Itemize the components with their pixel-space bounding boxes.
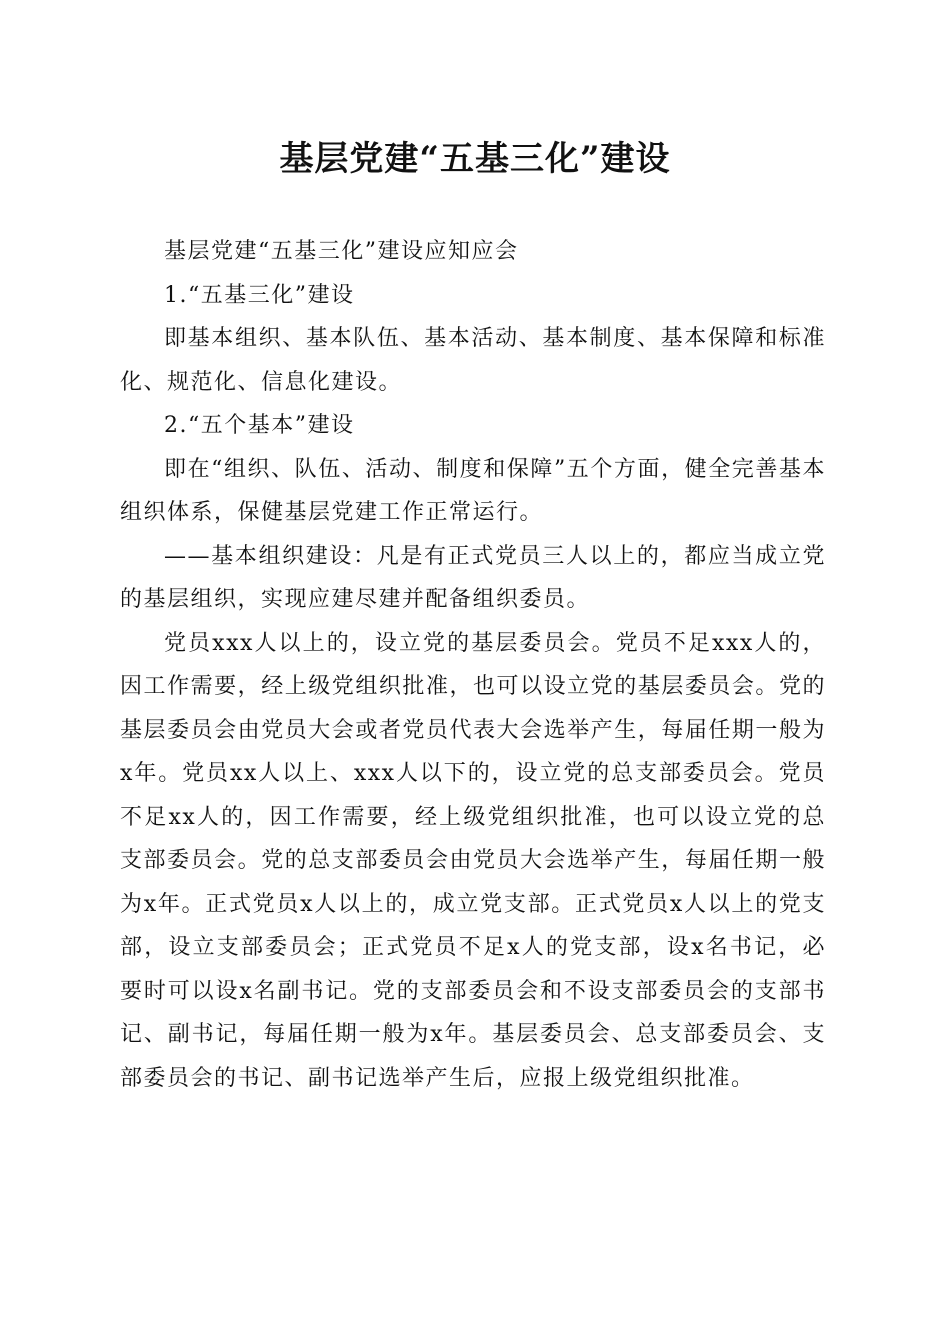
document-title: 基层党建“五基三化”建设 [279, 139, 671, 179]
paragraph-basic-organization: ——基本组织建设：凡是有正式党员三人以上的，都应当成立党的基层组织，实现应建尽建并配备组织委员。 [120, 543, 826, 612]
paragraph-heading-2: 2.“五个基本”建设 [164, 413, 355, 438]
document-body [120, 230, 826, 1100]
paragraph-subtitle: 基层党建“五基三化”建设应知应会 [164, 239, 519, 264]
paragraph-heading-1: 1.“五基三化”建设 [164, 282, 355, 308]
paragraph-definition-1: 即基本组织、基本队伍、基本活动、基本制度、基本保障和标准化、规范化、信息化建设。 [120, 326, 826, 395]
paragraph-committee-rules: 党员xxx人以上的，设立党的基层委员会。党员不足xxx人的，因工作需要，经上级党组织批准，也可以设立党的基层委员会。党的基层委员会由党员大会或者党员代表大会选举产生，每届任期一般为x年。党员xx人以上、xxx人以下的，设立党的总支部委员会。党员不足xx人的，因工作需要，经上级党组织批准，也可以设立党的总支部委员会。党的总支部委员会由党员大会选举产生，每届任期一般为x年。正式党员x人以上的，成立党支部。正式党员x人以上的党支部，设立支部委员会；正式党员不足x人的党支部，设x名书记，必要时可以设x名副书记。党的支部委员会和不设支部委员会的支部书记、副书记，每届任期一般为x年。基层委员会、总支部委员会、支部委员会的书记、副书记选举产生后，应报上级党组织批准。 [120, 630, 826, 1091]
paragraph-definition-2: 即在“组织、队伍、活动、制度和保障”五个方面，健全完善基本组织体系，保健基层党建工作正常运行。 [120, 456, 826, 525]
